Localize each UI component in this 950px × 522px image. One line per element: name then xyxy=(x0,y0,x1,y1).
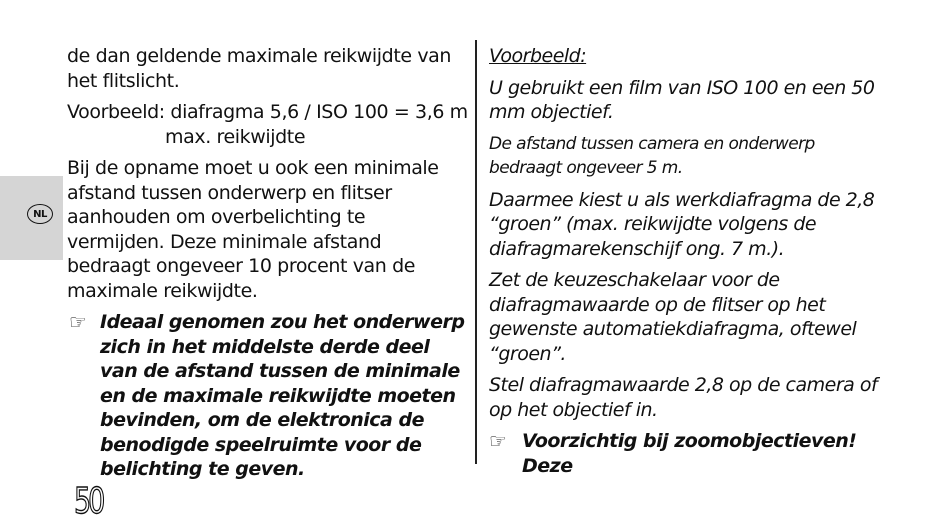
pointing-hand-icon: ☞ xyxy=(489,429,507,453)
column-divider xyxy=(475,40,477,464)
right-paragraph-3: Daarmee kiest u als werkdiafragma de 2,8 “groen” (max. reikwijdte volgens de diafragmarekenschijf ong. 7 m.). xyxy=(489,188,875,260)
pointing-hand-icon: ☞ xyxy=(69,310,87,334)
right-paragraph-5: Stel diafragmawaarde 2,8 op de camera of op het objectief in. xyxy=(489,374,878,421)
left-tip xyxy=(67,310,467,482)
language-badge: NL xyxy=(27,204,53,224)
left-paragraph-1: de dan geldende maximale reikwijdte van het flitslicht. xyxy=(67,45,452,92)
right-paragraph-4: Zet de keuzeschakelaar voor de diafragmawaarde op de flitser op het gewenste automatiekdiafragma, oftewel “groen”. xyxy=(489,269,857,365)
example-line-1: Voorbeeld: diafragma 5,6 / ISO 100 = 3,6 m xyxy=(67,101,468,123)
left-paragraph-2: Bij de opname moet u ook een minimale afstand tussen onderwerp en flitser aanhouden om overbelichting te vermijden. Deze minimale afstand bedraagt ongeveer 10 procent van de maximale reikwijdte. xyxy=(67,157,439,302)
example-block xyxy=(67,100,467,149)
right-column xyxy=(489,44,889,485)
right-paragraph-2: De afstand tussen camera en onderwerp bedraagt ongeveer 5 m. xyxy=(489,133,815,178)
left-tip-text: Ideaal genomen zou het onderwerp zich in het middelste derde deel van de afstand tussen de minimale en de maximale reikwijdte moeten bevinden, om de elektronica de benodigde speelruimte voor de belichting te geven. xyxy=(100,311,465,480)
right-tip-text: Voorzichtig bij zoomobjectieven! Deze xyxy=(522,430,857,477)
right-tip xyxy=(489,429,889,478)
example-heading: Voorbeeld: xyxy=(489,45,587,67)
right-paragraph-1: U gebruikt een film van ISO 100 en een 50 mm objectief. xyxy=(489,76,875,123)
left-column xyxy=(67,44,467,489)
example-line-2: max. reikwijdte xyxy=(165,125,306,148)
page-number: 50 xyxy=(74,481,103,522)
